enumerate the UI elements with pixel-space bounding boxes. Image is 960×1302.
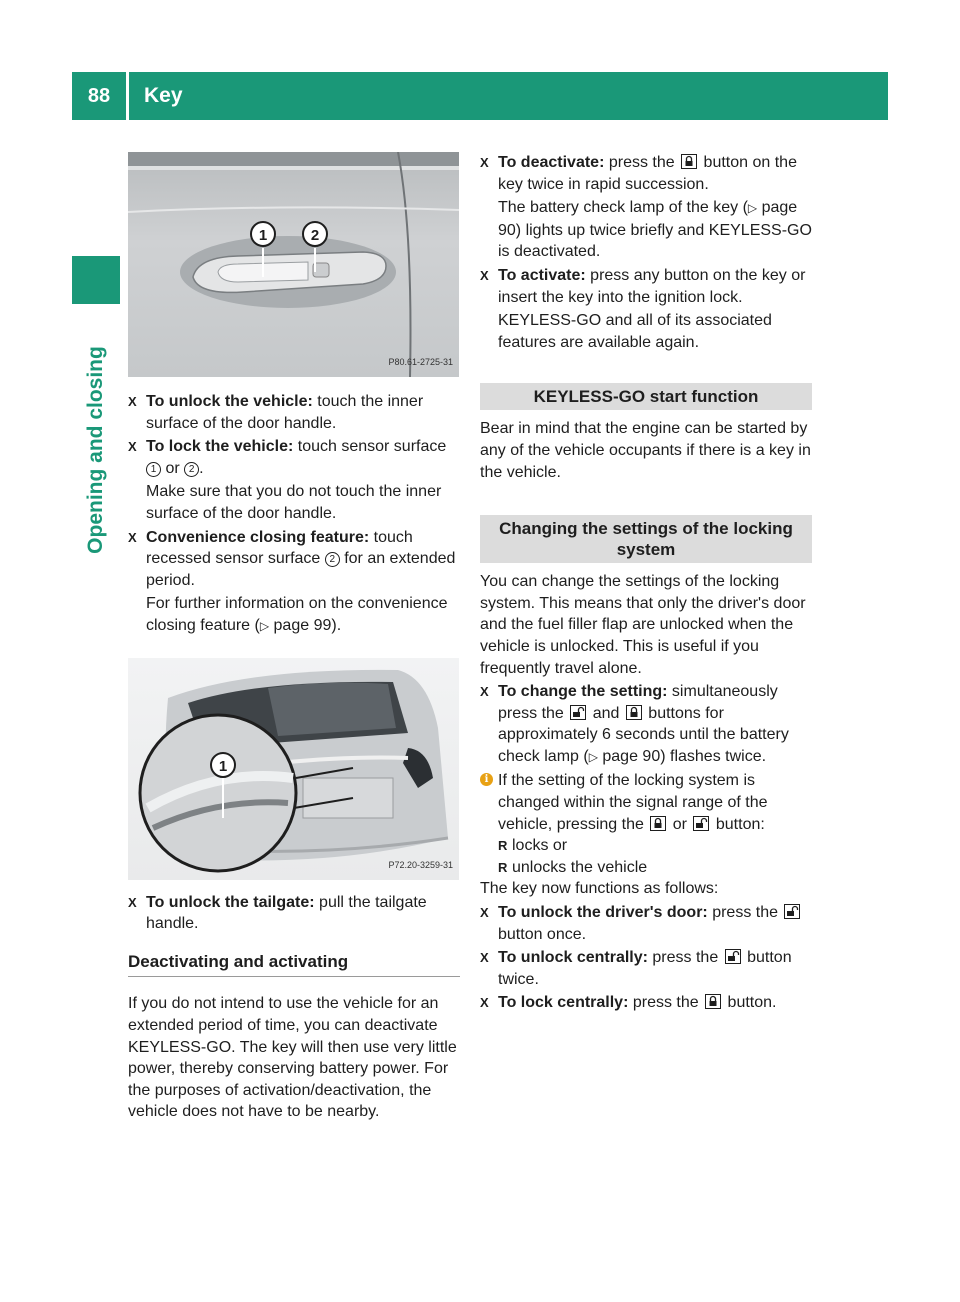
callout-ref-2: 2 [325,552,340,567]
step-text: buttons for approximately 6 seconds until the battery check lamp ( [498,704,789,765]
bullet-text: locks or [512,837,568,855]
battery-lamp-paragraph [480,197,812,263]
step-deactivate [480,152,812,195]
note-paragraph: Make sure that you do not touch the inner surface of the door handle. [146,483,442,522]
figure-code: P80.61-2725-31 [388,357,453,368]
step-text: press any button on the key or insert the key into the ignition lock. [498,266,806,306]
info-text: button: [711,815,765,833]
unlock-icon [693,816,709,831]
step-text: button once. [498,925,587,943]
step-text: touch recessed sensor surface [146,528,413,568]
step-label: To change the setting: [498,683,668,701]
door-handle-illustration [128,152,459,377]
step-text: button. [723,994,777,1012]
callout-1: 1 [258,227,268,244]
step-marker: X [480,905,489,921]
list-item [480,857,812,879]
step-text: for an extended period. [146,550,456,589]
lock-icon [626,705,642,720]
page-ref-link[interactable]: page 99). [269,616,342,634]
step-marker: X [480,267,489,283]
callout-ref-1: 1 [146,462,161,477]
page-ref-arrow-icon: ▷ [588,749,598,764]
info-text: or [668,815,692,833]
step-unlock-centrally [480,947,812,990]
step-lock-centrally [480,992,812,1014]
body-paragraph: Bear in mind that the engine can be started by any of the vehicle occupants if there is a key in the vehicle. [480,420,811,481]
header-divider [126,72,129,120]
step-text: and [588,704,624,722]
info-text: If the setting of the locking system is changed within the signal range of the vehicle, pressing the [498,772,768,833]
step-convenience-closing [128,527,460,592]
step-text: button on the key twice in rapid succession. [498,154,797,193]
convenience-ref-paragraph [128,593,460,637]
step-marker: X [480,155,489,170]
step-unlock-tailgate [128,892,460,935]
page-ref-link[interactable]: page 90) lights up twice briefly and KEYLESS-GO is deactivated. [498,199,812,261]
bullet-marker: R [498,859,508,875]
subheading: Deactivating and activating [128,949,460,978]
tailgate-illustration [128,658,459,880]
page-ref-arrow-icon: ▷ [747,201,758,216]
page-number: 88 [87,84,111,107]
page-ref-arrow-icon: ▷ [259,618,270,633]
step-label: To unlock the vehicle: [146,393,313,410]
step-lock-vehicle [128,436,460,479]
info-note [480,770,812,835]
step-text: touch the inner surface of the door handle. [146,393,424,432]
body-paragraph: If you do not intend to use the vehicle for an extended period of time, you can deactivate KEYLESS-GO. The key will then use very little power, thereby conserving battery power. For the purposes of activation/deactivation, the vehicle does not have to be nearby. [128,995,457,1121]
callout-ref-2: 2 [184,462,199,477]
step-text: touch sensor surface [293,438,447,456]
step-label: To lock the vehicle: [146,438,294,456]
bullet-marker: R [498,838,508,854]
step-text: button twice. [498,949,792,988]
step-change-setting [480,681,812,768]
lock-icon [705,994,721,1009]
step-activate [480,265,812,308]
section-side-label: Opening and closing [84,346,107,554]
step-text: press the [628,994,704,1012]
step-label: To unlock the tailgate: [146,893,315,911]
step-marker: X [128,439,137,455]
step-marker: X [480,950,489,966]
step-marker: X [128,394,137,409]
step-text: pull the tailgate handle. [146,893,427,933]
step-text: simultaneously press the [498,683,778,722]
section-tab-marker [72,256,120,304]
unlock-icon [725,949,741,964]
door-handle-figure [128,152,459,377]
left-column [128,152,460,1125]
step-label: To deactivate: [498,154,605,171]
bullet-text: unlocks the vehicle [512,858,648,876]
info-icon: i [480,773,493,786]
right-column [480,152,812,1016]
step-label: To unlock centrally: [498,949,648,967]
unlock-icon [570,705,586,720]
list-item [480,835,812,857]
callout-2: 2 [310,227,320,244]
step-text: press the [604,154,680,171]
note-paragraph: KEYLESS-GO and all of its associated features are available again. [498,312,772,351]
body-paragraph: You can change the settings of the locking system. This means that only the driver's door and the fuel filler flap are unlocked when the vehicle is unlocked. This is useful if you frequently travel alone. [480,573,806,677]
step-text: or [161,459,185,477]
step-text: press the [647,949,723,967]
step-unlock-drivers-door [480,902,812,945]
step-label: To unlock the driver's door: [498,904,708,922]
tailgate-figure [128,658,459,880]
step-label: To lock centrally: [498,994,629,1012]
step-marker: X [128,894,137,910]
step-marker: X [480,995,489,1011]
step-label: To activate: [498,266,586,284]
page-title: Key [144,84,183,107]
para-text: The battery check lamp of the key ( [498,199,748,217]
section-heading-start-function: KEYLESS-GO start function [480,383,812,410]
step-text: . [199,459,204,477]
para-text: For further information on the convenience closing feature ( [146,595,448,634]
page-header [72,72,888,120]
callout-1: 1 [218,757,228,775]
lock-icon [681,154,697,169]
step-marker: X [128,529,137,545]
step-marker: X [480,684,489,700]
step-label: Convenience closing feature: [146,528,370,546]
body-paragraph: The key now functions as follows: [480,880,719,898]
lock-icon [650,816,666,831]
unlock-icon [784,904,800,919]
page-ref-link[interactable]: page 90) flashes twice. [597,747,767,765]
section-heading-locking-settings: Changing the settings of the locking system [480,515,812,563]
figure-code: P72.20-3259-31 [388,859,453,870]
step-unlock-vehicle [128,391,460,434]
step-text: press the [707,904,783,922]
